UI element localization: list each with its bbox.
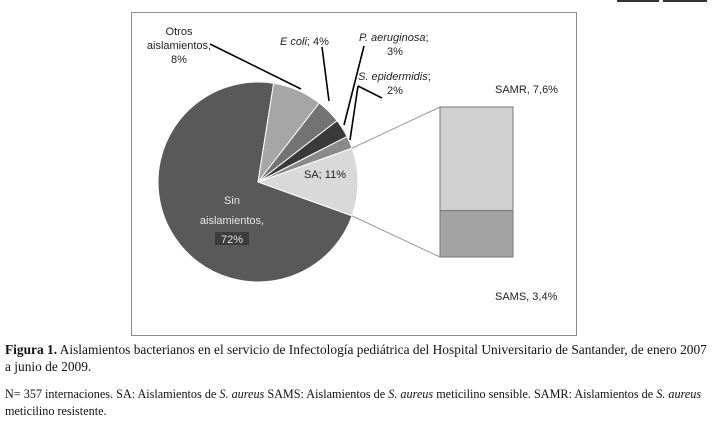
breakdown-segment-samr xyxy=(440,107,513,211)
breakdown-label-sams: SAMS, 3,4% xyxy=(495,291,558,303)
note-part-italic: S. aureus xyxy=(219,387,265,401)
note-part: meticilino resistente. xyxy=(5,404,107,418)
slice-label-sa: SA; 11% xyxy=(304,169,346,181)
slice-label-sin-line1: Sin xyxy=(224,195,240,207)
connector-top xyxy=(352,107,440,148)
top-edge-marks xyxy=(663,0,707,5)
note-part-italic: S. aureus xyxy=(656,387,702,401)
slice-label-paeruginosa-pct: 3% xyxy=(387,46,403,58)
breakdown-bar xyxy=(440,107,513,257)
note-part-italic: S. aureus xyxy=(388,387,434,401)
pie-slices xyxy=(158,82,358,282)
connector-bottom xyxy=(352,216,440,257)
leader-sepidermidis-kink xyxy=(358,86,382,98)
slice-label-paeruginosa-sep: ; xyxy=(425,32,429,44)
slice-label-ecoli-pct: ; 4% xyxy=(306,36,329,48)
slice-label-sin-pct: 72% xyxy=(220,234,244,246)
slice-label-ecoli-name: E coli xyxy=(280,36,307,48)
figure-label: Figura 1. xyxy=(5,342,58,357)
slice-label-sepidermidis-line1 xyxy=(358,71,431,83)
figure-caption xyxy=(5,341,711,375)
caption-text: Aislamientos bacterianos en el servicio de Infectología pediátrica del Hospital Universitario de Santander, de enero 2007 a junio de 2009. xyxy=(5,342,707,374)
slice-label-paeruginosa-line1 xyxy=(359,32,429,44)
note-part: SAMS: Aislamientos de xyxy=(264,387,389,401)
slice-label-paeruginosa-name: P. aeruginosa xyxy=(359,32,426,44)
slice-label-ecoli xyxy=(280,36,329,48)
pie-chart xyxy=(132,13,578,337)
slice-label-sin-line2: aislamientos, xyxy=(199,215,265,227)
breakdown-connectors xyxy=(352,107,440,257)
slice-label-sepidermidis-pct: 2% xyxy=(387,85,403,97)
top-edge-marks xyxy=(617,0,659,5)
slice-label-sepidermidis-name: S. epidermidis xyxy=(358,71,428,83)
note-part: N= 357 internaciones. SA: Aislamientos de xyxy=(5,387,220,401)
slice-label-sepidermidis-sep: ; xyxy=(427,71,431,83)
leader-ecoli xyxy=(322,47,329,101)
figure-note xyxy=(5,386,711,420)
breakdown-label-samr: SAMR, 7,6% xyxy=(495,84,558,96)
slice-label-otros-line2: aislamientos, xyxy=(146,40,212,52)
chart-frame xyxy=(131,12,577,336)
note-part: meticilino sensible. SAMR: Aislamientos de xyxy=(433,387,657,401)
slice-label-otros-pct: 8% xyxy=(171,54,187,66)
slice-label-otros-line1: Otros xyxy=(165,26,193,38)
breakdown-segment-sams xyxy=(440,211,513,257)
